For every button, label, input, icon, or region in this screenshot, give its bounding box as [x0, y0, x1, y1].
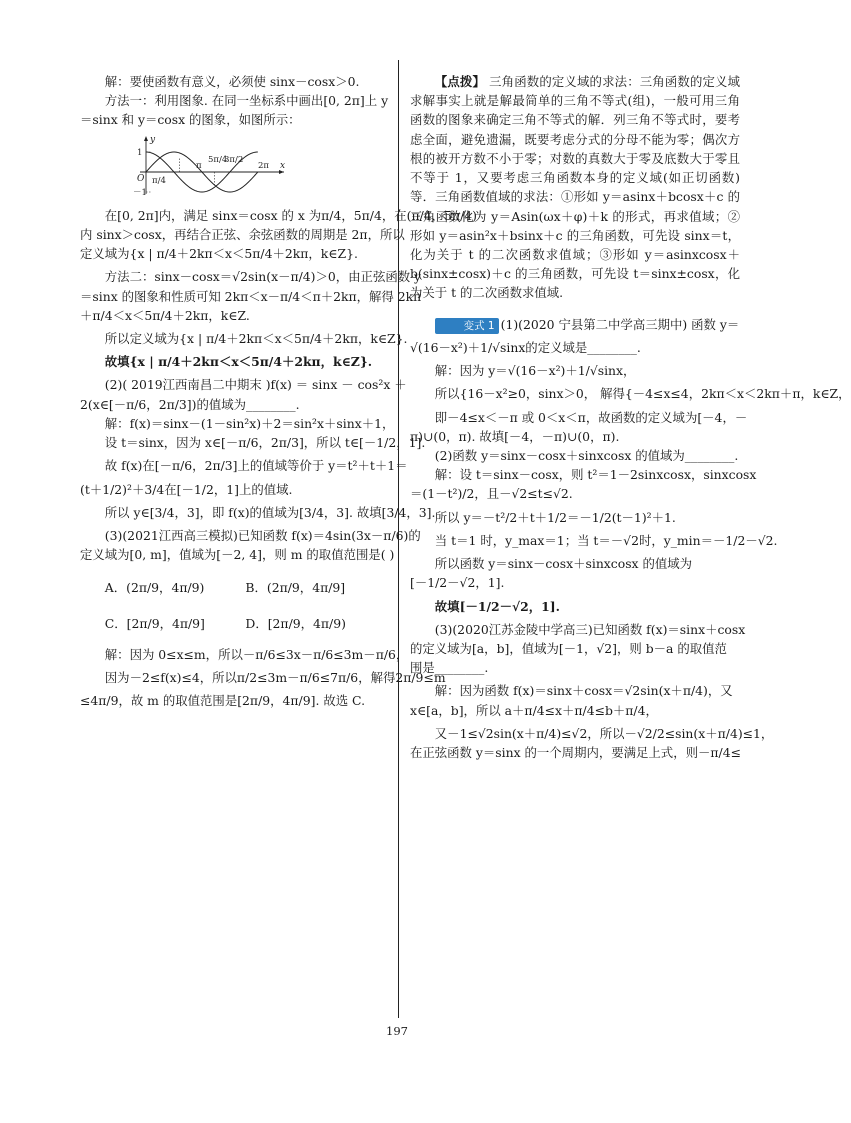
- text-line: 方法一：利用图象. 在同一坐标系中画出[0, 2π]上 y: [104, 93, 389, 109]
- text-line: (1)(2020 宁县第二中学高三期中) 函数 y＝: [500, 316, 740, 332]
- answer-line: 故填[－1/2－√2，1].: [434, 598, 560, 614]
- text-line: 解：因为函数 f(x)＝sinx＋cosx＝√2sin(x＋π/4)，又: [434, 683, 733, 699]
- question-line: (3)(2021江西高三模拟)已知函数 f(x)＝4sin(3x－π/6)的: [104, 527, 421, 543]
- text-line: x∈[a，b]，所以 a＋π/4≤x＋π/4≤b＋π/4，: [410, 702, 658, 718]
- text-line: √(16－x²)＋1/√sinx的定义域是________.: [410, 339, 641, 355]
- text-line: 解：因为 y＝√(16－x²)＋1/√sinx，: [434, 363, 636, 379]
- text-line: [－1/2－√2，1].: [410, 575, 505, 591]
- x-tick-label: π/4: [152, 175, 166, 186]
- text-line: 方法二：sinx－cosx＝√2sin(x－π/4)＞0，由正弦函数 y: [104, 269, 422, 285]
- text-line: 所以{16－x²≥0，sinx＞0， 解得{－4≤x≤4，2kπ＜x＜2kπ＋π，k∈Z，: [434, 386, 851, 402]
- text-line: 设 t＝sinx，因为 x∈[－π/6，2π/3]，所以 t∈[－1/2，1].: [104, 435, 426, 451]
- question-line: 围是________.: [410, 660, 489, 676]
- variant-badge: 变式 1: [435, 318, 499, 334]
- y-axis-label: y: [150, 134, 156, 145]
- option-b: B．(2π/9，4π/9]: [245, 580, 346, 596]
- text-line: 解：设 t＝sinx－cosx，则 t²＝1－2sinxcosx，sinxcosx: [434, 467, 757, 483]
- text-line: 定义域为{x | π/4＋2kπ＜x＜5π/4＋2kπ，k∈Z}.: [80, 246, 358, 262]
- y-axis-arrow: [144, 136, 148, 141]
- text-line: (t＋1/2)²＋3/4在[－1/2，1]上的值域.: [80, 481, 293, 497]
- question-line: 的定义域为[a，b]，值域为[－1，√2]，则 b－a 的取值范: [410, 640, 727, 656]
- y-tick-label: －1: [133, 187, 147, 198]
- text-line: ＝sinx 的图象和性质可知 2kπ＜x－π/4＜π＋2kπ，解得 2kπ: [80, 288, 422, 304]
- text-line: 当 t＝1 时，y_max＝1；当 t＝－√2时，y_min＝－1/2－√2.: [434, 532, 778, 548]
- question-line: (2)函数 y＝sinx－cosx＋sinxcosx 的值域为________.: [434, 447, 739, 463]
- text-line: ＝(1－t²)/2，且－√2≤t≤√2.: [410, 486, 573, 502]
- origin-label: O: [137, 173, 145, 184]
- text-line: 所以函数 y＝sinx－cosx＋sinxcosx 的值域为: [434, 556, 693, 572]
- x-axis-label: x: [280, 160, 286, 171]
- option-c: C．[2π/9，4π/9]: [104, 615, 205, 631]
- text-line: 所以定义域为{x | π/4＋2kπ＜x＜5π/4＋2kπ，k∈Z}.: [104, 330, 408, 346]
- tip-title: 【点拨】: [434, 74, 486, 89]
- text-line: 故 f(x)在[－π/6，2π/3]上的值域等价于 y＝t²＋t＋1＝: [104, 458, 408, 474]
- question-line: 2(x∈[－π/6，2π/3])的值域为________.: [80, 396, 300, 412]
- text-line: 所以 y＝－t²/2＋t＋1/2＝－1/2(t－1)²＋1.: [434, 509, 676, 525]
- tip-text: 三角函数的定义域的求法：三角函数的定义域求解事实上就是解最简单的三角不等式(组)，一般可用三角函数的图象来确定三角不等式的解．列三角不等式时，要考虑全面，避免遗漏，既要考虑分式的分母不能为零；偶次方根的被开方数不小于零；对数的真数大于零及底数大于零且不等于 1，又要考虑三角函数本身的定义域(如正切函数)等．三角函数值域的求法：①形如 y＝asinx＋bcosx＋c 的三角函数化为 y＝Asin(ωx＋φ)＋k 的形式，再求值域；②形如 y＝asin²x＋bsinx＋c 的三角函数，可先设 sinx＝t，化为关于 t 的二次函数求值域；③形如 y＝asinxcosx＋b(sinx±cosx)＋c 的三角函数，可先设 t＝sinx±cosx，化为关于 t 的二次函数求值域.: [410, 74, 741, 301]
- x-tick-label: π: [196, 160, 202, 171]
- answer-line: 故填{x | π/4＋2kπ＜x＜5π/4＋2kπ，k∈Z}.: [104, 354, 373, 370]
- y-tick-label: 1: [137, 147, 143, 158]
- text-line: π)∪(0，π). 故填[－4，－π)∪(0，π).: [410, 428, 620, 444]
- question-line: 定义域为[0, m]，值域为[－2, 4]，则 m 的取值范围是( ): [80, 547, 395, 563]
- page-number: 197: [386, 1024, 408, 1038]
- x-tick-label: 2π: [258, 160, 269, 171]
- text-line: 在[0, 2π]内，满足 sinx＝cosx 的 x 为π/4，5π/4，在(π/4，5π/4): [104, 207, 477, 223]
- answer-options: [105, 570, 386, 640]
- text-line: ≤4π/9，故 m 的取值范围是[2π/9，4π/9]. 故选 C.: [80, 693, 366, 709]
- text-line: ＋π/4＜x＜5π/4＋2kπ，k∈Z.: [80, 307, 250, 323]
- question-line: (2)( 2019江西南昌二中期末 )f(x) ＝ sinx － cos²x ＋: [104, 377, 407, 393]
- sin-cos-graph: [132, 134, 292, 198]
- x-tick-label: 5π/4: [208, 154, 228, 165]
- text-line: 解：f(x)＝sinx－(1－sin²x)＋2＝sin²x＋sinx＋1，: [104, 415, 395, 431]
- text-line: 解：要使函数有意义，必须使 sinx－cosx＞0.: [104, 74, 360, 89]
- text-line: 所以 y∈[3/4，3]，即 f(x)的值域为[3/4，3]. 故填[3/4，3].: [104, 504, 436, 520]
- text-line: 在正弦函数 y＝sinx 的一个周期内，要满足上式，则－π/4≤: [410, 745, 741, 761]
- question-line: (3)(2020江苏金陵中学高三)已知函数 f(x)＝sinx＋cosx: [434, 621, 746, 637]
- option-d: D．[2π/9，4π/9): [245, 615, 346, 631]
- text-line: 又－1≤√2sin(x＋π/4)≤√2，所以－√2/2≤sin(x＋π/4)≤1，: [434, 725, 774, 741]
- text-line: ＝sinx 和 y＝cosx 的图象，如图所示：: [80, 112, 301, 128]
- option-a: A．(2π/9，4π/9): [104, 580, 205, 596]
- x-tick-label: 3π/2: [224, 154, 244, 165]
- text-line: 内 sinx＞cosx，再结合正弦、余弦函数的周期是 2π，所以: [80, 226, 405, 242]
- text-line: 解：因为 0≤x≤m，所以－π/6≤3x－π/6≤3m－π/6，: [104, 646, 409, 662]
- tip-paragraph: [410, 72, 740, 303]
- right-column: [410, 72, 851, 762]
- column-divider: [398, 60, 399, 1018]
- text-line: 因为－2≤f(x)≤4，所以π/2≤3m－π/6≤7π/6，解得2π/9≤m: [104, 670, 446, 686]
- variant-heading: [410, 315, 740, 334]
- text-line: 即－4≤x＜－π 或 0＜x＜π，故函数的定义域为[－4，－: [434, 409, 748, 425]
